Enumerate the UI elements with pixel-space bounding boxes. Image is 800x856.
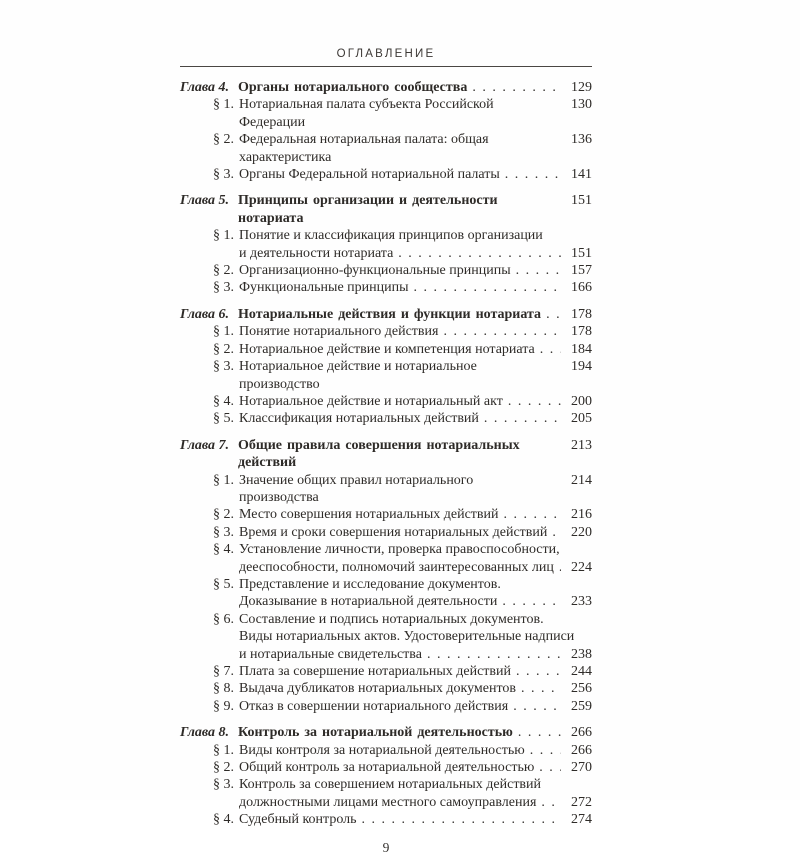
entry-page-number: 157 xyxy=(571,263,592,279)
section-label: § 1. xyxy=(213,97,234,113)
entry-text: Федеральная нотариальная палата: общая характеристика xyxy=(239,132,489,165)
section-label: § 1. xyxy=(213,228,234,244)
dot-leader xyxy=(559,559,561,576)
entry-line xyxy=(239,576,592,593)
toc-entry xyxy=(180,472,592,507)
dot-leader xyxy=(540,341,561,358)
entry-text: Время и сроки совершения нотариальных действий xyxy=(239,524,548,540)
toc-entry xyxy=(180,131,592,166)
entry-body xyxy=(239,541,592,576)
entry-page-number: 151 xyxy=(571,193,592,209)
entry-body xyxy=(239,393,592,410)
section-label: § 7. xyxy=(213,664,234,679)
section-label: § 1. xyxy=(213,472,234,488)
entry-text: Контроль за нотариальной деятельностью xyxy=(238,725,513,741)
dot-leader xyxy=(504,506,561,523)
dot-leader xyxy=(516,663,561,680)
toc-entry xyxy=(180,611,592,663)
toc-entry xyxy=(180,576,592,611)
entry-line xyxy=(239,341,592,358)
section-label: § 3. xyxy=(213,359,234,375)
entry-body xyxy=(239,341,592,358)
entry-text: Нотариальное действие и нотариальный акт xyxy=(239,393,503,409)
dot-leader xyxy=(521,680,561,697)
toc-entry xyxy=(180,724,592,741)
section-label: § 2. xyxy=(213,263,234,279)
entry-page-number: 166 xyxy=(571,280,592,296)
toc-entry xyxy=(180,742,592,759)
entry-line xyxy=(239,611,592,628)
entry-page-number: 233 xyxy=(571,594,592,610)
toc-entry xyxy=(180,306,592,323)
entry-body xyxy=(239,506,592,523)
toc-entry xyxy=(180,410,592,427)
entry-text: Отказ в совершении нотариального действия xyxy=(239,698,509,714)
entry-body xyxy=(239,323,592,340)
entry-text: дееспособности, полномочий заинтересованных лиц xyxy=(239,559,554,575)
entry-line xyxy=(239,541,592,558)
chapter-label: Глава 4. xyxy=(180,80,230,95)
entry-line xyxy=(239,410,592,427)
entry-text: Нотариальные действия и функции нотариата xyxy=(238,306,542,322)
section-label: § 1. xyxy=(213,324,234,340)
entry-text: должностными лицами местного самоуправления xyxy=(239,794,537,810)
toc-entry xyxy=(180,192,592,227)
entry-body xyxy=(239,279,592,296)
chapter-label: Глава 6. xyxy=(180,306,230,322)
entry-text: и нотариальные свидетельства xyxy=(239,646,422,662)
dot-leader xyxy=(398,245,561,262)
dot-leader xyxy=(414,279,561,296)
section-label: § 4. xyxy=(213,393,234,409)
entry-text: Понятие нотариального действия xyxy=(239,324,439,340)
section-label: § 5. xyxy=(213,411,234,427)
entry-text: Место совершения нотариальных действий xyxy=(239,507,499,523)
entry-page-number: 216 xyxy=(571,507,592,523)
section-label: § 2. xyxy=(213,760,234,776)
dot-leader xyxy=(516,262,561,279)
entry-text: и деятельности нотариата xyxy=(239,245,394,261)
entry-text: Виды контроля за нотариальной деятельностью xyxy=(239,742,525,758)
entry-body xyxy=(239,524,592,541)
toc-title: ОГЛАВЛЕНИЕ xyxy=(180,48,592,67)
entry-line xyxy=(238,437,592,472)
entry-line xyxy=(239,524,592,541)
entry-body xyxy=(238,192,592,227)
entry-page-number: 178 xyxy=(571,306,592,322)
entry-line xyxy=(239,559,592,576)
dot-leader xyxy=(541,794,561,811)
entry-line xyxy=(239,646,592,663)
entry-line xyxy=(238,192,592,227)
entry-page-number: 270 xyxy=(571,760,592,776)
entry-page-number: 220 xyxy=(571,524,592,540)
toc-entry xyxy=(180,759,592,776)
toc-entry xyxy=(180,227,592,262)
section-label: § 2. xyxy=(213,507,234,523)
toc-entry xyxy=(180,279,592,296)
entry-line xyxy=(239,227,592,244)
entry-page-number: 266 xyxy=(571,742,592,758)
section-label: § 4. xyxy=(213,812,234,828)
entry-text: Классификация нотариальных действий xyxy=(239,411,479,427)
dot-leader xyxy=(505,166,561,183)
chapter-label: Глава 8. xyxy=(180,725,230,741)
toc-entry xyxy=(180,358,592,393)
entry-line xyxy=(239,358,592,393)
dot-leader xyxy=(362,811,561,828)
entry-page-number: 184 xyxy=(571,341,592,357)
toc-entry xyxy=(180,262,592,279)
toc-entry xyxy=(180,541,592,576)
toc-entry xyxy=(180,96,592,131)
entry-line xyxy=(239,245,592,262)
entry-text: Значение общих правил нотариального производства xyxy=(239,472,474,505)
entry-body xyxy=(239,611,592,663)
entry-text: Функциональные принципы xyxy=(239,280,409,296)
toc-entry xyxy=(180,393,592,410)
entry-line xyxy=(238,724,592,741)
entry-body xyxy=(239,698,592,715)
entry-body xyxy=(239,358,592,393)
entry-page-number: 244 xyxy=(571,664,592,679)
entry-line xyxy=(239,506,592,523)
entry-text: Плата за совершение нотариальных действий xyxy=(239,664,512,679)
section-label: § 3. xyxy=(213,777,234,793)
entry-line xyxy=(239,794,592,811)
dot-leader xyxy=(552,524,561,541)
entry-line xyxy=(238,306,592,323)
entry-page-number: 256 xyxy=(571,681,592,697)
entry-body xyxy=(239,262,592,279)
entry-text: Органы Федеральной нотариальной палаты xyxy=(239,167,500,183)
entry-page-number: 194 xyxy=(571,359,592,375)
entry-page-number: 224 xyxy=(571,559,592,575)
entry-body xyxy=(239,776,592,811)
toc-entry xyxy=(180,663,592,680)
entry-line xyxy=(238,79,592,96)
toc-entry xyxy=(180,437,592,472)
entry-line xyxy=(239,628,592,645)
entry-text: Виды нотариальных актов. Удостоверительные надписи xyxy=(239,629,575,645)
entry-text: Доказывание в нотариальной деятельности xyxy=(239,594,498,610)
entry-line xyxy=(239,96,592,131)
entry-line xyxy=(239,131,592,166)
entry-text: Судебный контроль xyxy=(239,812,357,828)
entry-text: Общие правила совершения нотариальных действий xyxy=(238,437,520,471)
entry-line xyxy=(239,680,592,697)
page-number: 9 xyxy=(382,839,390,855)
entry-page-number: 178 xyxy=(571,324,592,340)
toc-entry xyxy=(180,79,592,96)
entry-page-number: 141 xyxy=(571,167,592,183)
entry-line xyxy=(239,323,592,340)
entry-page-number: 200 xyxy=(571,393,592,409)
dot-leader xyxy=(508,393,561,410)
entry-page-number: 266 xyxy=(571,725,592,741)
entry-line xyxy=(239,811,592,828)
dot-leader xyxy=(513,698,561,715)
entry-page-number: 213 xyxy=(571,437,592,453)
toc-entry xyxy=(180,341,592,358)
dot-leader xyxy=(427,646,561,663)
section-label: § 4. xyxy=(213,542,234,558)
dot-leader xyxy=(518,724,561,741)
entry-text: Нотариальное действие и компетенция нотариата xyxy=(239,341,535,357)
entry-text: Органы нотариального сообщества xyxy=(238,80,468,95)
entry-line xyxy=(239,759,592,776)
section-label: § 3. xyxy=(213,524,234,540)
entry-text: Нотариальное действие и нотариальное производство xyxy=(239,359,477,392)
toc-entry xyxy=(180,524,592,541)
entry-body xyxy=(239,576,592,611)
dot-leader xyxy=(530,742,561,759)
table-of-contents xyxy=(180,48,592,856)
section-label: § 8. xyxy=(213,681,234,697)
entry-page-number: 259 xyxy=(571,698,592,714)
section-label: § 6. xyxy=(213,611,234,627)
entry-text: Общий контроль за нотариальной деятельностью xyxy=(239,760,535,776)
entry-body xyxy=(239,227,592,262)
section-label: § 9. xyxy=(213,698,234,714)
toc-entry xyxy=(180,680,592,697)
entry-page-number: 274 xyxy=(571,812,592,828)
entry-line xyxy=(239,166,592,183)
entry-body xyxy=(238,306,592,323)
entry-line xyxy=(239,776,592,793)
entry-body xyxy=(239,742,592,759)
entry-body xyxy=(239,680,592,697)
entry-line xyxy=(239,742,592,759)
entry-page-number: 136 xyxy=(571,132,592,148)
dot-leader xyxy=(443,323,561,340)
toc-entry xyxy=(180,776,592,811)
entry-body xyxy=(239,410,592,427)
entry-text: Установление личности, проверка правоспособности, xyxy=(239,542,560,558)
section-label: § 2. xyxy=(213,341,234,357)
entry-text: Представление и исследование документов. xyxy=(239,576,501,592)
toc-entry xyxy=(180,506,592,523)
toc-entry xyxy=(180,811,592,828)
entry-body xyxy=(239,811,592,828)
entry-body xyxy=(239,166,592,183)
section-label: § 3. xyxy=(213,280,234,296)
toc-entry xyxy=(180,698,592,715)
entry-line xyxy=(239,698,592,715)
entry-text: Выдача дубликатов нотариальных документов xyxy=(239,681,517,697)
entry-body xyxy=(239,472,592,507)
dot-leader xyxy=(502,593,561,610)
entry-text: Контроль за совершением нотариальных действий xyxy=(239,777,542,793)
toc-entry xyxy=(180,323,592,340)
entry-body xyxy=(238,79,592,96)
entry-page-number: 272 xyxy=(571,794,592,810)
entry-text: Нотариальная палата субъекта Российской Федерации xyxy=(239,97,494,130)
dot-leader xyxy=(472,79,561,96)
entry-page-number: 151 xyxy=(571,245,592,261)
entry-line xyxy=(239,663,592,680)
dot-leader xyxy=(539,759,561,776)
entry-page-number: 238 xyxy=(571,646,592,662)
entry-body xyxy=(238,437,592,472)
entry-page-number: 130 xyxy=(571,97,592,113)
entry-text: Понятие и классификация принципов организации xyxy=(239,228,543,244)
entry-text: Организационно-функциональные принципы xyxy=(239,263,511,279)
toc-entries xyxy=(180,79,592,829)
entry-line xyxy=(239,262,592,279)
entry-line xyxy=(239,472,592,507)
entry-text: Принципы организации и деятельности нотариата xyxy=(238,193,498,226)
entry-body xyxy=(239,96,592,131)
entry-body xyxy=(239,131,592,166)
section-label: § 1. xyxy=(213,742,234,758)
entry-line xyxy=(239,393,592,410)
chapter-label: Глава 5. xyxy=(180,193,230,209)
dot-leader xyxy=(484,410,561,427)
entry-body xyxy=(238,724,592,741)
entry-page-number: 129 xyxy=(571,80,592,95)
entry-line xyxy=(239,279,592,296)
entry-body xyxy=(239,663,592,680)
section-label: § 5. xyxy=(213,576,234,592)
entry-page-number: 205 xyxy=(571,411,592,427)
chapter-label: Глава 7. xyxy=(180,437,230,453)
toc-entry xyxy=(180,166,592,183)
entry-body xyxy=(239,759,592,776)
entry-line xyxy=(239,593,592,610)
section-label: § 3. xyxy=(213,167,234,183)
section-label: § 2. xyxy=(213,132,234,148)
dot-leader xyxy=(546,306,561,323)
entry-text: Составление и подпись нотариальных документов. xyxy=(239,611,544,627)
entry-page-number: 214 xyxy=(571,472,592,488)
